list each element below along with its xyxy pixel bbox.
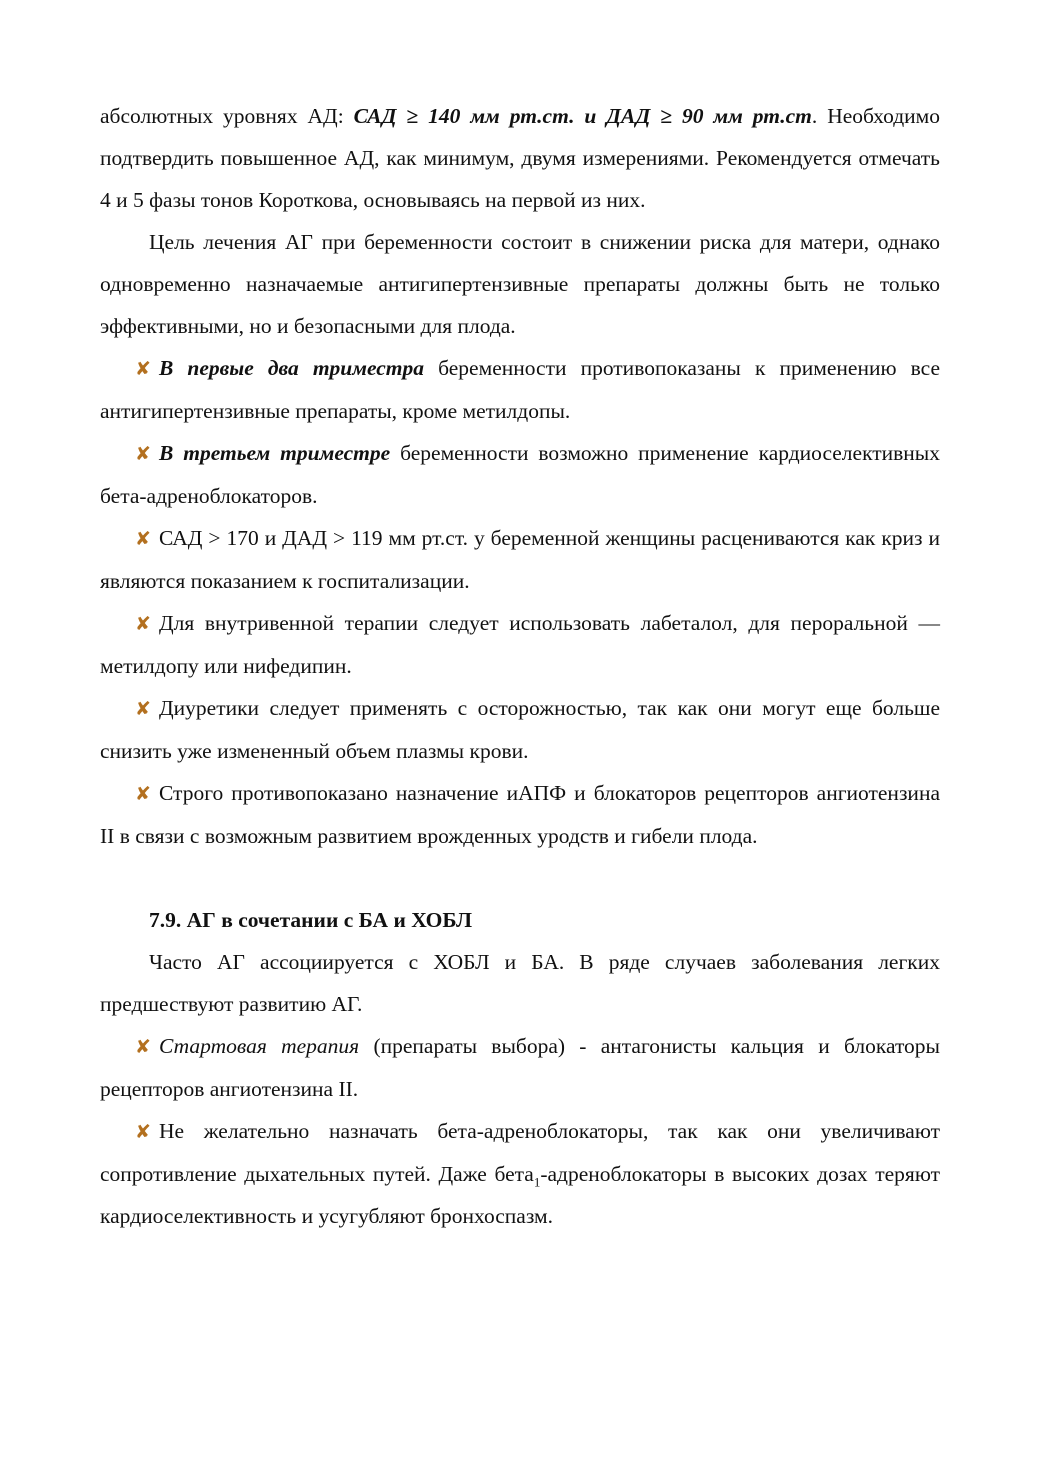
cross-bullet-icon: ✘ bbox=[135, 698, 151, 720]
bullet-starting-therapy bbox=[100, 1025, 940, 1110]
bullet-text: Строго противопоказано назначение иАПФ и блокаторов рецепторов ангиотензина II в связи с возможным развитием врожденных уродств и гибели плода. bbox=[100, 781, 940, 848]
bullet-diuretics bbox=[100, 687, 940, 772]
bullet-text: Не желательно назначать бета-адреноблокаторы, так как они увеличивают сопротивление дыхательных путей. Даже бета bbox=[100, 1119, 940, 1186]
bullet-third-trimester bbox=[100, 432, 940, 517]
bullet-contraindicated bbox=[100, 772, 940, 857]
cross-bullet-icon: ✘ bbox=[135, 1121, 151, 1143]
bullet-emphasis: В третьем триместре bbox=[159, 441, 391, 465]
cross-bullet-icon: ✘ bbox=[135, 358, 151, 380]
cross-bullet-icon: ✘ bbox=[135, 613, 151, 635]
paragraph-copd-asthma: Часто АГ ассоциируется с ХОБЛ и БА. В ряде случаев заболевания легких предшествуют развитию АГ. bbox=[100, 950, 940, 1016]
bullet-emphasis: Стартовая терапия bbox=[159, 1034, 360, 1058]
text-fragment: . Необходимо подтвердить повышенное АД, как минимум, двумя измерениями. Рекомендуется отмечать 4 и 5 фазы тонов Короткова, основываясь на первой из них. bbox=[100, 104, 941, 212]
bullet-iv-therapy bbox=[100, 602, 940, 687]
bullet-crisis bbox=[100, 517, 940, 602]
bullet-text: (препараты выбора) - антагонисты кальция и блокаторы рецепторов ангиотензина II. bbox=[100, 1034, 941, 1101]
bullet-text: Для внутривенной терапии следует использовать лабеталол, для пероральной — метилдопу или нифедипин. bbox=[100, 611, 940, 678]
paragraph-treatment-goal: Цель лечения АГ при беременности состоит в снижении риска для матери, однако одновременно назначаемые антигипертензивные препараты должны быть не только эффективными, но и безопасными для плода. bbox=[100, 230, 940, 338]
bullet-first-trimesters bbox=[100, 347, 940, 432]
bullet-text: САД > 170 и ДАД > 119 мм рт.ст. у беременной женщины расцениваются как криз и являются показанием к госпитализации. bbox=[100, 526, 940, 593]
bullet-text: -адреноблокаторы в высоких дозах теряют кардиоселективность и усугубляют бронхоспазм. bbox=[100, 1162, 940, 1228]
cross-bullet-icon: ✘ bbox=[135, 443, 151, 465]
paragraph-bp-criteria bbox=[100, 95, 940, 221]
cross-bullet-icon: ✘ bbox=[135, 783, 151, 805]
section-heading: 7.9. АГ в сочетании с БА и ХОБЛ bbox=[149, 908, 473, 932]
cross-bullet-icon: ✘ bbox=[135, 1036, 151, 1058]
bullet-text: беременности противопоказаны к применению все антигипертензивные препараты, кроме метилдопы. bbox=[100, 356, 940, 423]
bullet-text: Диуретики следует применять с осторожностью, так как они могут еще больше снизить уже измененный объем плазмы крови. bbox=[100, 696, 940, 763]
bullet-emphasis: В первые два триместра bbox=[159, 356, 424, 380]
bullet-beta-blockers bbox=[100, 1110, 940, 1237]
bp-threshold-emphasis: САД ≥ 140 мм рт.ст. и ДАД ≥ 90 мм рт.ст bbox=[353, 104, 812, 128]
bullet-text: беременности возможно применение кардиоселективных бета-адреноблокаторов. bbox=[100, 441, 940, 508]
cross-bullet-icon: ✘ bbox=[135, 528, 151, 550]
subscript: 1 bbox=[533, 1174, 541, 1190]
text-fragment: абсолютных уровнях АД: bbox=[100, 104, 354, 128]
document-page bbox=[100, 95, 940, 1237]
